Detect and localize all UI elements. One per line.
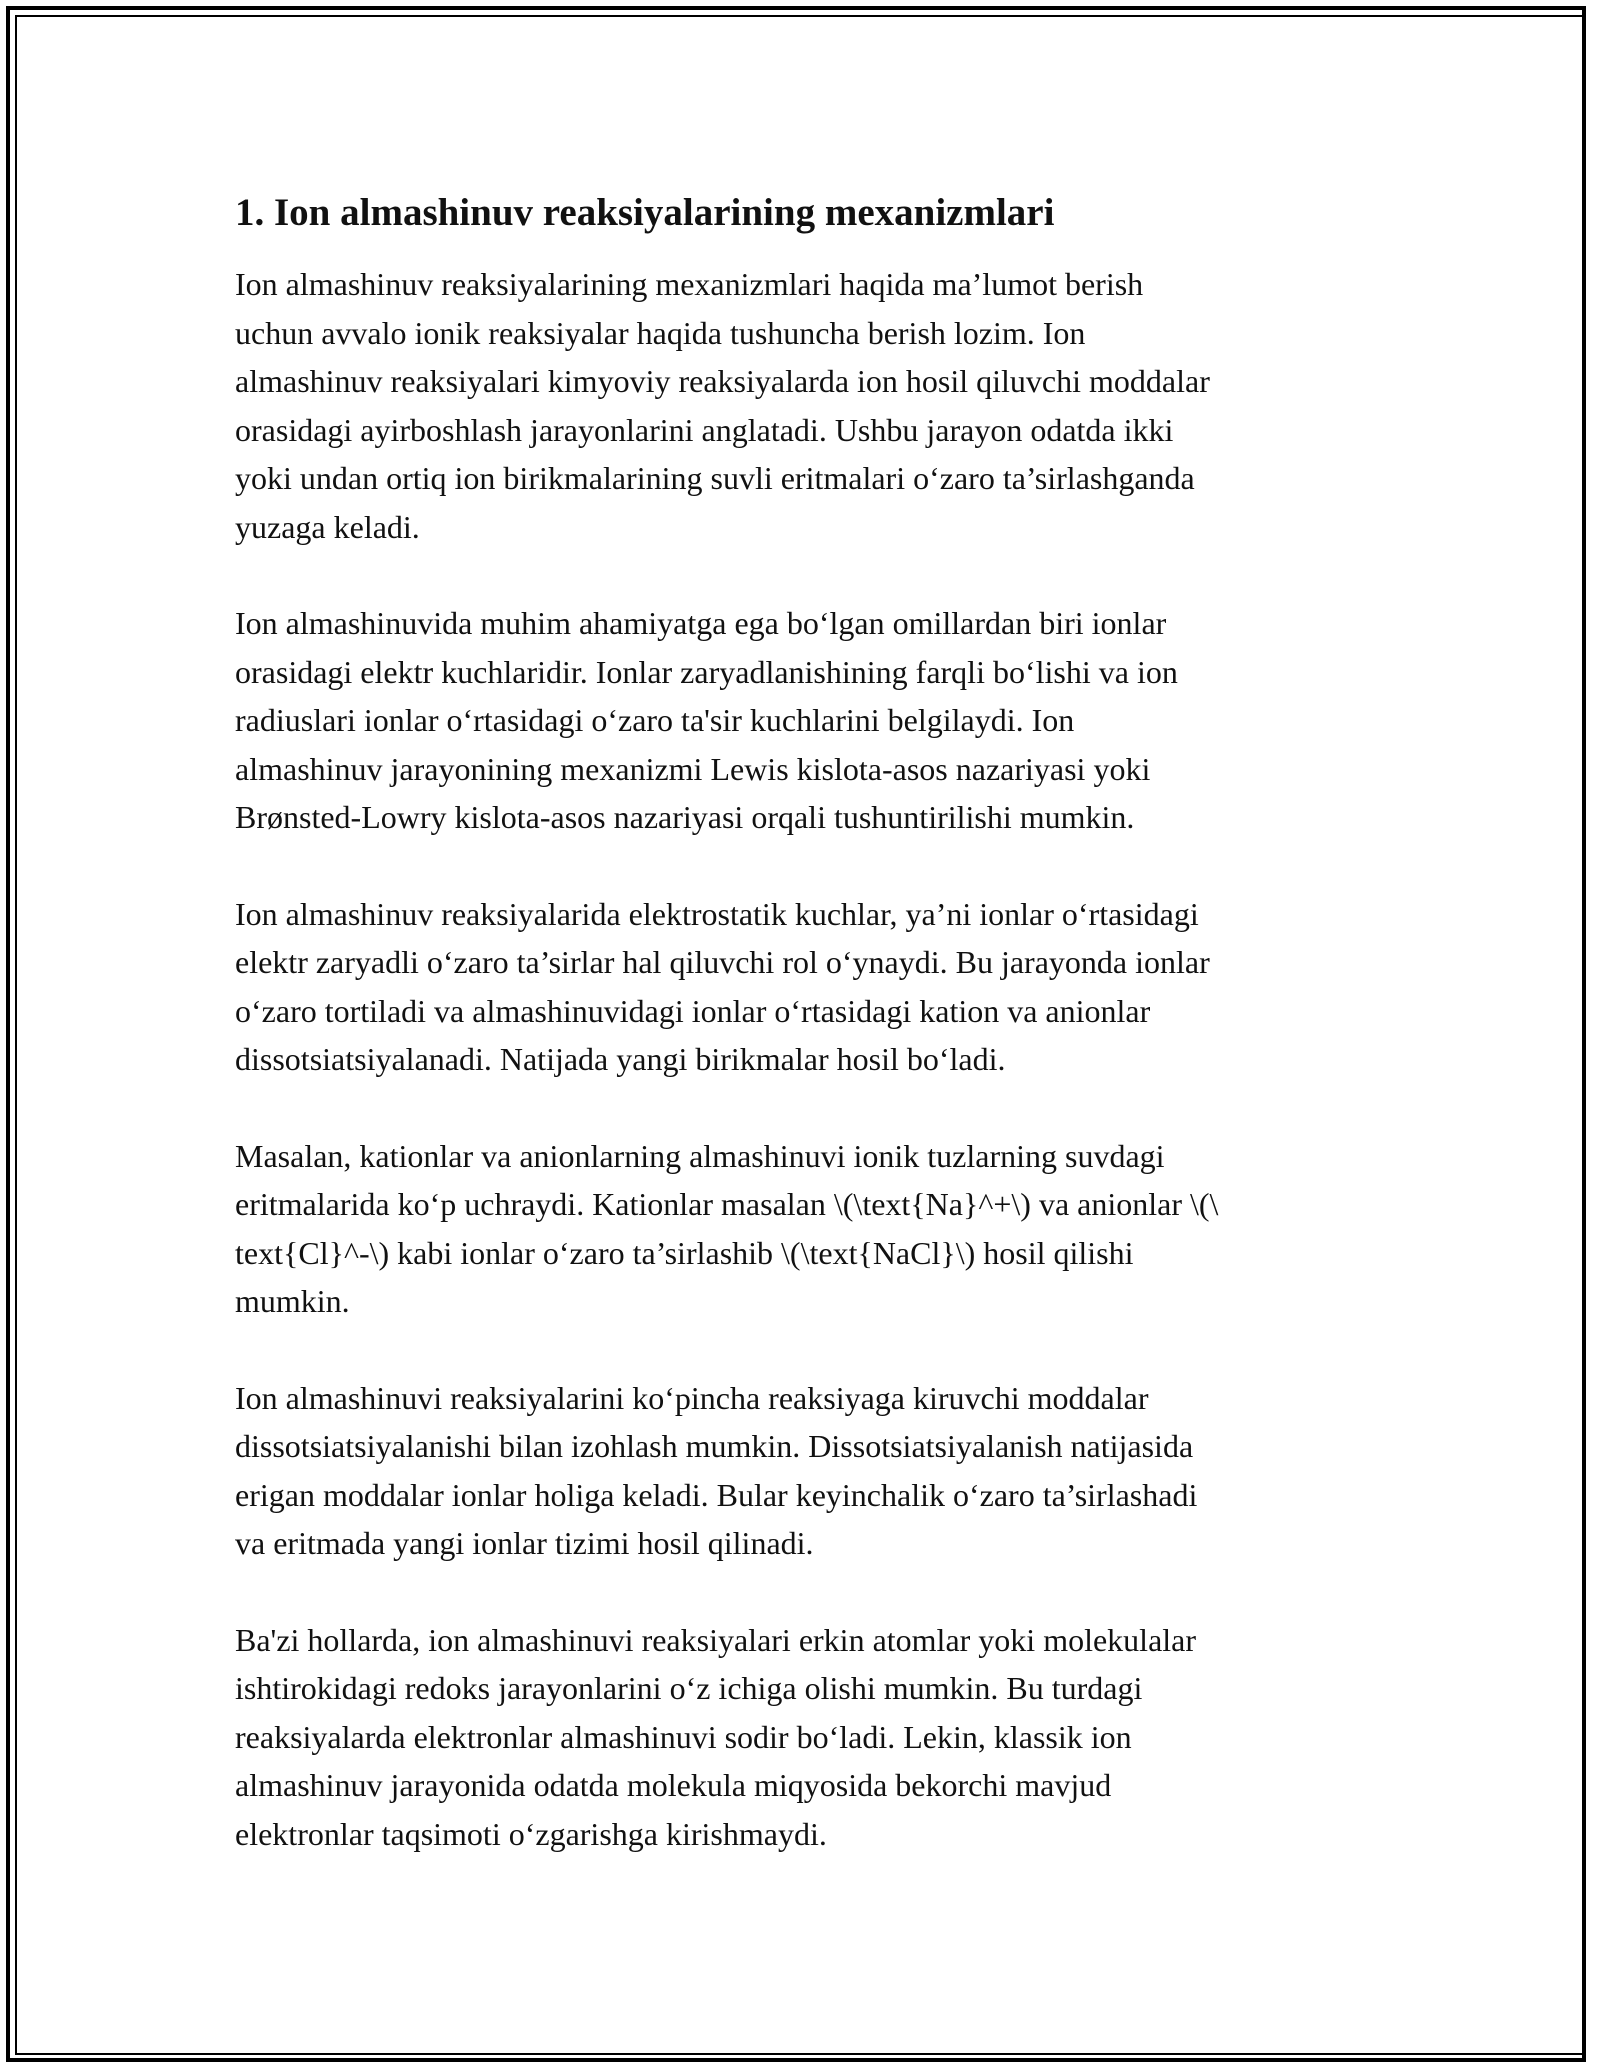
paragraph-5 — [235, 1374, 1370, 1568]
paragraph-2 — [235, 599, 1370, 842]
paragraph-line: Masalan, kationlar va anionlarning almashinuvi ionik tuzlarning suvdagi — [235, 1137, 1165, 1174]
paragraph-line: eritmalarida ko‘p uchraydi. Kationlar masalan \(\text{Na}^+\) va anionlar \(\ — [235, 1186, 1219, 1222]
paragraph-line: almashinuv reaksiyalari kimyoviy reaksiyalarda ion hosil qiluvchi moddalar — [235, 363, 1210, 399]
paragraph-line: Ion almashinuvi reaksiyalarini ko‘pincha reaksiyaga kiruvchi moddalar — [235, 1379, 1149, 1416]
paragraph-4 — [235, 1132, 1370, 1326]
paragraph-line: yoki undan ortiq ion birikmalarining suvli eritmalari o‘zaro ta’sirlashganda — [235, 460, 1195, 496]
paragraph-line: mumkin. — [235, 1283, 350, 1319]
paragraph-line: almashinuv jarayonining mexanizmi Lewis kislota-asos nazariyasi yoki — [235, 750, 1151, 787]
paragraph-line: uchun avvalo ionik reaksiyalar haqida tushuncha berish lozim. Ion — [235, 314, 1086, 351]
paragraph-line: o‘zaro tortiladi va almashinuvidagi ionlar o‘rtasidagi kation va anionlar — [235, 992, 1151, 1029]
paragraph-line: text{Cl}^-\) kabi ionlar o‘zaro ta’sirlashib \(\text{NaCl}\) hosil qilishi — [235, 1234, 1134, 1271]
paragraph-line: orasidagi elektr kuchlaridir. Ionlar zaryadlanishining farqli bo‘lishi va ion — [235, 653, 1178, 690]
paragraph-line: elektr zaryadli o‘zaro ta’sirlar hal qiluvchi rol o‘ynaydi. Bu jarayonda ionlar — [235, 944, 1210, 980]
paragraph-line: va eritmada yangi ionlar tizimi hosil qilinadi. — [235, 1525, 814, 1561]
paragraph-line: Ion almashinuv reaksiyalarida elektrostatik kuchlar, ya’ni ionlar o‘rtasidagi — [235, 895, 1199, 932]
paragraph-line: radiuslari ionlar o‘rtasidagi o‘zaro ta'sir kuchlarini belgilaydi. Ion — [235, 702, 1075, 738]
paragraph-line: reaksiyalarda elektronlar almashinuvi sodir bo‘ladi. Lekin, klassik ion — [235, 1718, 1132, 1755]
paragraph-line: elektronlar taqsimoti o‘zgarishga kirishmaydi. — [235, 1815, 827, 1852]
paragraph-line: Ion almashinuvida muhim ahamiyatga ega bo‘lgan omillardan biri ionlar — [235, 605, 1167, 641]
paragraph-line: almashinuv jarayonida odatda molekula miqyosida bekorchi mavjud — [235, 1767, 1112, 1803]
section-heading: 1. Ion almashinuv reaksiyalarining mexanizmlari — [235, 191, 1055, 234]
paragraph-line: dissotsiatsiyalanishi bilan izohlash mumkin. Dissotsiatsiyalanish natijasida — [235, 1428, 1194, 1464]
paragraph-6 — [235, 1616, 1370, 1859]
paragraph-line: yuzaga keladi. — [235, 508, 420, 545]
paragraph-1 — [235, 260, 1370, 551]
paragraph-line: Brønsted-Lowry kislota-asos nazariyasi orqali tushuntirilishi mumkin. — [235, 799, 1135, 835]
document-body — [235, 186, 1370, 1906]
paragraph-line: ishtirokidagi redoks jarayonlarini o‘z ichiga olishi mumkin. Bu turdagi — [235, 1670, 1143, 1706]
paragraph-line: dissotsiatsiyalanadi. Natijada yangi birikmalar hosil bo‘ladi. — [235, 1041, 1006, 1077]
paragraph-line: erigan moddalar ionlar holiga keladi. Bular keyinchalik o‘zaro ta’sirlashadi — [235, 1476, 1198, 1513]
paragraph-3 — [235, 890, 1370, 1084]
paragraph-line: orasidagi ayirboshlash jarayonlarini anglatadi. Ushbu jarayon odatda ikki — [235, 411, 1174, 448]
paragraph-line: Ba'zi hollarda, ion almashinuvi reaksiyalari erkin atomlar yoki molekulalar — [235, 1621, 1197, 1658]
paragraph-line: Ion almashinuv reaksiyalarining mexanizmlari haqida ma’lumot berish — [235, 266, 1144, 302]
